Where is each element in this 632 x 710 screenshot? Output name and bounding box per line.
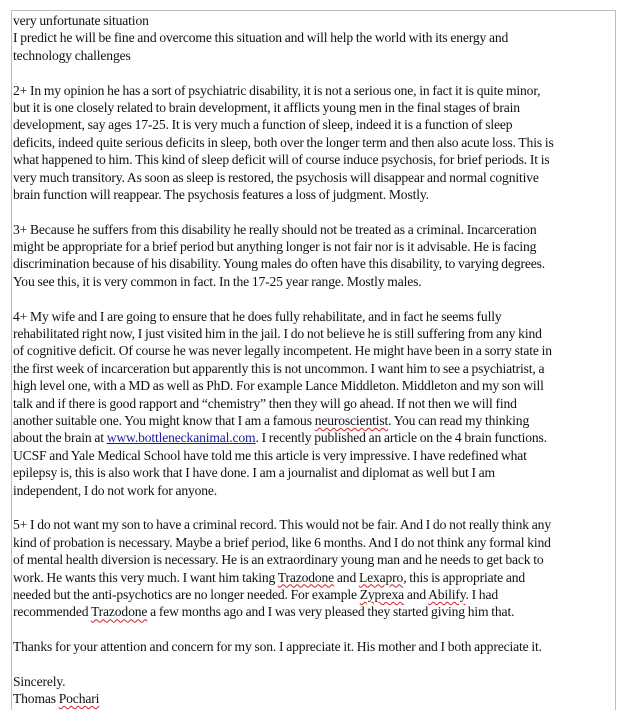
- text-line: 5+ I do not want my son to have a criminal record. This would not be fair. And I do not really think any: [13, 517, 551, 533]
- text-line: [13, 569, 618, 586]
- text-run: a few months ago and I was very pleased they started giving him that.: [147, 604, 515, 620]
- text-line: [13, 412, 618, 429]
- paragraph-point-5: [13, 516, 618, 620]
- text-line: You see this, it is very common in fact. In the 17-25 year range. Mostly males.: [13, 273, 422, 289]
- text-line: development, say ages 17-25. It is very much a function of sleep, indeed it is a function of sleep: [13, 117, 513, 133]
- text-run: needed but the anti-psychotics are no longer needed. For example: [13, 586, 360, 602]
- website-link[interactable]: www.bottleneckanimal.com: [106, 430, 256, 446]
- text-line: but it is one closely related to brain development, it afflicts young men in the final stages of brain: [13, 99, 520, 115]
- paragraph-point-2: [13, 82, 618, 204]
- text-line: deficits, indeed quite serious deficits in sleep, both over the longer term and then also acute loss. This is: [13, 134, 554, 150]
- spellcheck-word[interactable]: Trazodone: [90, 604, 148, 620]
- text-run: and: [404, 586, 429, 602]
- text-run: recommended: [13, 604, 91, 620]
- text-line: very much transitory. As soon as sleep is restored, the psychosis will disappear and normal cognitive: [13, 169, 539, 185]
- text-line: 2+ In my opinion he has a sort of psychiatric disability, it is not a serious one, in fact it is quite minor,: [13, 82, 541, 98]
- document-body[interactable]: [13, 12, 618, 708]
- paragraph-point-4: [13, 308, 618, 499]
- text-line: discrimination because of his disability. Young males do often have this disability, to varying degrees.: [13, 256, 546, 272]
- text-line: of mental health diversion is necessary. He is an extraordinary young man and he needs to get back to: [13, 552, 544, 568]
- text-line: [13, 586, 618, 603]
- text-run: about the brain at: [13, 430, 107, 446]
- spellcheck-word[interactable]: Lexapro: [358, 569, 404, 585]
- thanks-line: Thanks for your attention and concern for my son. I appreciate it. His mother and I both appreciate it.: [13, 639, 542, 655]
- spellcheck-word[interactable]: Pochari: [58, 691, 100, 707]
- text-line: rehabilitated right now, I just visited him in the jail. I do not believe he is still suffering from any kind: [13, 326, 542, 342]
- text-line: UCSF and Yale Medical School have told me this article is very impressive. I have redefined what: [13, 447, 527, 463]
- blank-line: [13, 290, 618, 307]
- blank-line: [13, 655, 618, 672]
- document-page: [11, 10, 616, 710]
- text-line: of cognitive deficit. Of course he was never legally incompetent. He might have been in a sorry state in: [13, 343, 552, 359]
- blank-line: [13, 621, 618, 638]
- text-line: very unfortunate situation: [13, 13, 149, 28]
- text-line: what happened to him. This kind of sleep deficit will of course induce psychosis, for brief periods. It is: [13, 152, 550, 168]
- text-line: might be appropriate for a brief period but anything longer is not fair nor is it advisable. He is facing: [13, 239, 537, 255]
- spellcheck-word[interactable]: neuroscientist: [314, 412, 389, 428]
- spellcheck-word[interactable]: Trazodone: [277, 569, 335, 585]
- paragraph-point-3: [13, 221, 618, 291]
- signature-name: [13, 690, 618, 707]
- text-run: Thomas: [13, 691, 59, 707]
- spellcheck-word[interactable]: Abilify: [428, 586, 466, 602]
- blank-line: [13, 203, 618, 220]
- text-line: talk and if there is good rapport and “chemistry” then they will go ahead. If not then we will find: [13, 395, 517, 411]
- blank-line: [13, 64, 618, 81]
- text-line: high level one, with a MD as well as PhD. For example Lance Middleton. Middleton and my son will: [13, 378, 544, 394]
- text-line: [13, 429, 618, 446]
- text-line: epilepsy is, this is also work that I have done. I am a journalist and diplomat as well but I am: [13, 465, 495, 481]
- spellcheck-word[interactable]: Zyprexa: [359, 586, 404, 602]
- text-line: technology challenges: [13, 47, 131, 63]
- text-run: another suitable one. You might know that I am a famous: [13, 412, 315, 428]
- text-line: [13, 603, 618, 620]
- text-line: independent, I do not work for anyone.: [13, 482, 218, 498]
- signoff: Sincerely.: [13, 673, 66, 689]
- text-run: . I recently published an article on the 4 brain functions.: [255, 430, 547, 446]
- text-line: I predict he will be fine and overcome this situation and will help the world with its energy and: [13, 30, 509, 46]
- text-run: and: [334, 569, 359, 585]
- text-line: 4+ My wife and I are going to ensure that he does fully rehabilitate, and in fact he seems fully: [13, 308, 502, 324]
- text-line: brain function will reappear. The psychosis features a loss of judgment. Mostly.: [13, 186, 429, 202]
- text-run: work. He wants this very much. I want him taking: [13, 569, 278, 585]
- text-line: kind of probation is necessary. Maybe a brief period, like 6 months. And I do not think any formal kind: [13, 534, 551, 550]
- blank-line: [13, 499, 618, 516]
- text-run: . You can read my thinking: [388, 412, 530, 428]
- text-run: . I had: [465, 586, 498, 602]
- text-run: , this is appropriate and: [403, 569, 526, 585]
- text-line: the first week of incarceration but apparently this is not uncommon. I want him to see a psychiatrist, a: [13, 360, 545, 376]
- text-line: 3+ Because he suffers from this disability he really should not be treated as a criminal. Incarceration: [13, 221, 537, 237]
